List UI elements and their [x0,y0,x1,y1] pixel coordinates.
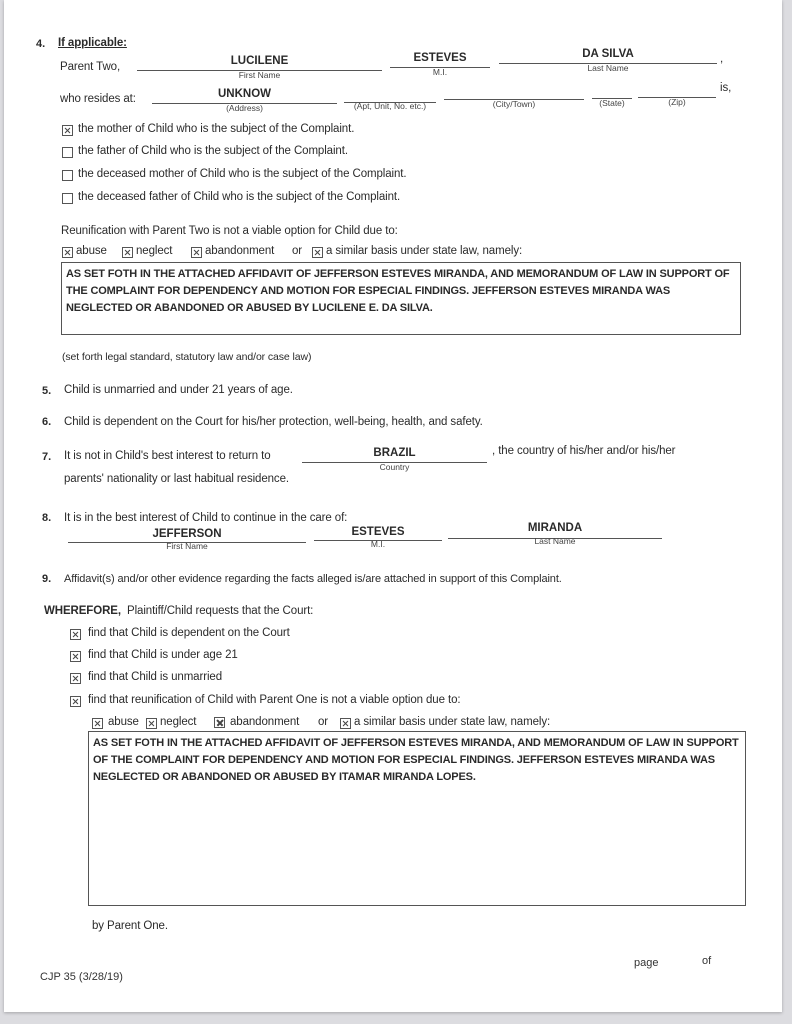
reunification-label: Reunification with Parent Two is not a viable option for Child due to: [61,225,398,237]
neglect-label: neglect [136,245,173,257]
apt-caption[interactable]: (Apt, Unit, No. etc.) [353,101,427,111]
section-number: 7. [42,451,52,463]
country-value[interactable]: BRAZIL [373,447,416,459]
care-first-name[interactable]: JEFFERSON [152,528,222,540]
checkbox-neglect[interactable] [146,718,157,729]
checkbox-abuse[interactable] [92,718,103,729]
checkbox-neglect[interactable] [122,247,133,258]
state-caption[interactable]: (State) [599,98,625,108]
similar-basis-label: a similar basis under state law, namely: [326,245,523,257]
option-label: the deceased mother of Child who is the subject of the Complaint. [78,168,407,180]
abuse-label: abuse [76,245,107,257]
section-number: 8. [42,512,52,524]
section-number: 9. [42,573,52,585]
checkbox-under-21[interactable] [70,651,81,662]
checkbox-dependent[interactable] [70,629,81,640]
request-label: find that reunification of Child with Parent One is not a viable option due to: [88,694,461,706]
option-label: the father of Child who is the subject of the Complaint. [78,145,348,157]
form-id: CJP 35 (3/28/19) [40,971,123,983]
checkbox-father[interactable] [62,147,73,158]
mi-caption: M.I. [370,539,386,549]
checkbox-abandonment[interactable] [191,247,202,258]
care-mi[interactable]: ESTEVES [351,526,405,538]
neglect-label: neglect [160,716,197,728]
checkbox-deceased-father[interactable] [62,193,73,204]
request-label: find that Child is unmarried [88,671,222,683]
by-parent-label: by Parent One. [92,920,168,932]
section-number: 6. [42,416,52,428]
request-label: find that Child is under age 21 [88,649,238,661]
section-text: It is in the best interest of Child to continue in the care of: [64,512,348,524]
care-last-name[interactable]: MIRANDA [527,522,583,534]
parent-two-last-name[interactable]: DA SILVA [582,48,634,60]
similar-basis-label: a similar basis under state law, namely: [354,716,551,728]
checkbox-reunification[interactable] [70,696,81,707]
zip-caption[interactable]: (Zip) [668,97,686,107]
abandonment-label: abandonment [205,245,275,257]
abandonment-label: abandonment [230,716,300,728]
or-label: or [292,245,303,257]
parent-two-mi[interactable]: ESTEVES [413,52,467,64]
last-name-caption: Last Name [587,63,629,73]
checkbox-deceased-mother[interactable] [62,170,73,181]
checkbox-abuse[interactable] [62,247,73,258]
request-label: find that Child is dependent on the Court [88,627,290,639]
option-label: the deceased father of Child who is the subject of the Complaint. [78,191,401,203]
section-text: Affidavit(s) and/or other evidence regarding the facts alleged is/are attached in support of this Complaint. [64,573,562,585]
legal-standard-note: (set forth legal standard, statutory law and/or case law) [62,351,312,363]
abuse-label: abuse [108,716,139,728]
section-heading: If applicable: [58,37,127,49]
checkbox-abandonment[interactable] [214,717,225,728]
parent-two-label: Parent Two, [60,61,121,73]
section-text: , the country of his/her and/or his/her [492,445,676,457]
section-text: It is not in Child's best interest to return to [64,450,271,462]
mi-caption: M.I. [432,67,448,77]
wherefore-lead: WHEREFORE, [44,605,121,617]
section-text: Child is dependent on the Court for his/her protection, well-being, health, and safety. [64,416,483,428]
section-text: parents' nationality or last habitual residence. [64,473,289,485]
address-value[interactable]: UNKNOW [217,88,272,100]
resides-label: who resides at: [60,93,136,105]
document-page [4,0,782,1012]
checkbox-similar-basis[interactable] [312,247,323,258]
parent-two-first-name[interactable]: LUCILENE [230,55,289,67]
country-caption: Country [379,462,410,472]
address-caption: (Address) [226,103,263,113]
wherefore-text: Plaintiff/Child requests that the Court: [127,605,314,617]
first-name-caption: First Name [166,541,208,551]
parent-one-basis-textbox[interactable]: AS SET FOTH IN THE ATTACHED AFFIDAVIT OF JEFFERSON ESTEVES MIRANDA, AND MEMORANDUM OF LAW IN SUPPORT OF THE COMPLAINT FOR DEPENDENCY AND MOTION FOR ESPECIAL FINDINGS. JEFFERSON ESTEVES MIRANDA WAS NEGLECTED OR ABANDONED OR ABUSED BY ITAMAR MIRANDA LOPES. [88,731,746,906]
option-label: the mother of Child who is the subject of the Complaint. [78,123,355,135]
section-number: 4. [36,38,46,50]
first-name-caption: First Name [238,70,281,80]
checkbox-similar-basis[interactable] [340,718,351,729]
is-label: is, [720,82,732,94]
of-label: of [702,955,712,967]
or-label: or [318,716,329,728]
parent-two-basis-textbox[interactable]: AS SET FOTH IN THE ATTACHED AFFIDAVIT OF JEFFERSON ESTEVES MIRANDA, AND MEMORANDUM OF LAW IN SUPPORT OF THE COMPLAINT FOR DEPENDENCY AND MOTION FOR ESPECIAL FINDINGS. JEFFERSON ESTEVES MIRANDA WAS NEGLECTED OR ABANDONED OR ABUSED BY LUCILENE E. DA SILVA. [61,262,741,335]
city-caption[interactable]: (City/Town) [492,99,536,109]
comma: , [720,53,724,65]
checkbox-mother[interactable] [62,125,73,136]
section-number: 5. [42,385,52,397]
page-label: page [634,957,659,969]
section-text: Child is unmarried and under 21 years of age. [64,384,293,396]
last-name-caption: Last Name [534,536,576,546]
checkbox-unmarried[interactable] [70,673,81,684]
